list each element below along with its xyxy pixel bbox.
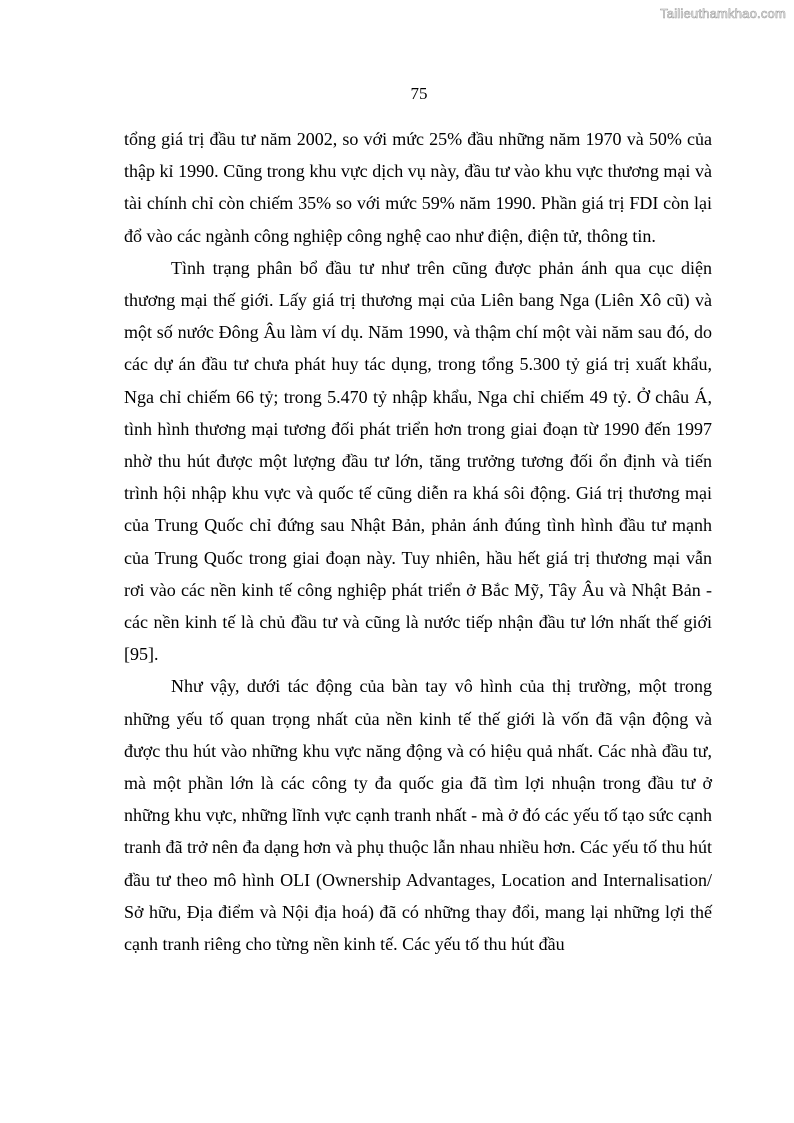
paragraph-invisible-hand: Như vậy, dưới tác động của bàn tay vô hình của thị trường, một trong những yếu tố quan trọng nhất của nền kinh tế thế giới là vốn đã vận động và được thu hút vào những khu vực năng động và có hiệu quả nhất. Các nhà đầu tư, mà một phần lớn là các công ty đa quốc gia đã tìm lợi nhuận trong đầu tư ở những khu vực, những lĩnh vực cạnh tranh nhất - mà ở đó các yếu tố tạo sức cạnh tranh đã trở nên đa dạng hơn và phụ thuộc lẫn nhau nhiều hơn. Các yếu tố thu hút đầu tư theo mô hình OLI (Ownership Advantages, Location and Internalisation/ Sở hữu, Địa điểm và Nội địa hoá) đã có những thay đổi, mang lại những lợi thế cạnh tranh riêng cho từng nền kinh tế. Các yếu tố thu hút đầu xyxy=(124,676,712,955)
paragraph-continued: tổng giá trị đầu tư năm 2002, so với mức 25% đầu những năm 1970 và 50% của thập kỉ 1990. Cũng trong khu vực dịch vụ này, đầu tư vào khu vực thương mại và tài chính chỉ còn chiếm 35% so với mức 59% năm 1990. Phần giá trị FDI còn lại đổ vào các ngành công nghiệp công nghệ cao như điện, điện tử, thông tin. xyxy=(124,129,712,246)
paragraph-trade-distribution: Tình trạng phân bổ đầu tư như trên cũng được phản ánh qua cục diện thương mại thế giới. Lấy giá trị thương mại của Liên bang Nga (Liên Xô cũ) và một số nước Đông Âu làm ví dụ. Năm 1990, và thậm chí một vài năm sau đó, do các dự án đầu tư chưa phát huy tác dụng, trong tổng 5.300 tỷ giá trị xuất khẩu, Nga chỉ chiếm 66 tỷ; trong 5.470 tỷ nhập khẩu, Nga chỉ chiếm 49 tỷ. Ở châu Á, tình hình thương mại tương đối phát triển hơn trong giai đoạn từ 1990 đến 1997 nhờ thu hút được một lượng đầu tư lớn, tăng trưởng tương đối ổn định và tiến trình hội nhập khu vực và quốc tế cũng diễn ra khá sôi động. Giá trị thương mại của Trung Quốc chỉ đứng sau Nhật Bản, phản ánh đúng tình hình đầu tư mạnh của Trung Quốc trong giai đoạn này. Tuy nhiên, hầu hết giá trị thương mại vẫn rơi vào các nền kinh tế công nghiệp phát triển ở Bắc Mỹ, Tây Âu và Nhật Bản - các nền kinh tế là chủ đầu tư và cũng là nước tiếp nhận đầu tư lớn nhất thế giới [95]. xyxy=(124,257,712,665)
watermark: Tailieuthamkhao.com xyxy=(660,6,786,21)
page-number: 75 xyxy=(410,84,428,103)
document-body xyxy=(124,123,712,960)
